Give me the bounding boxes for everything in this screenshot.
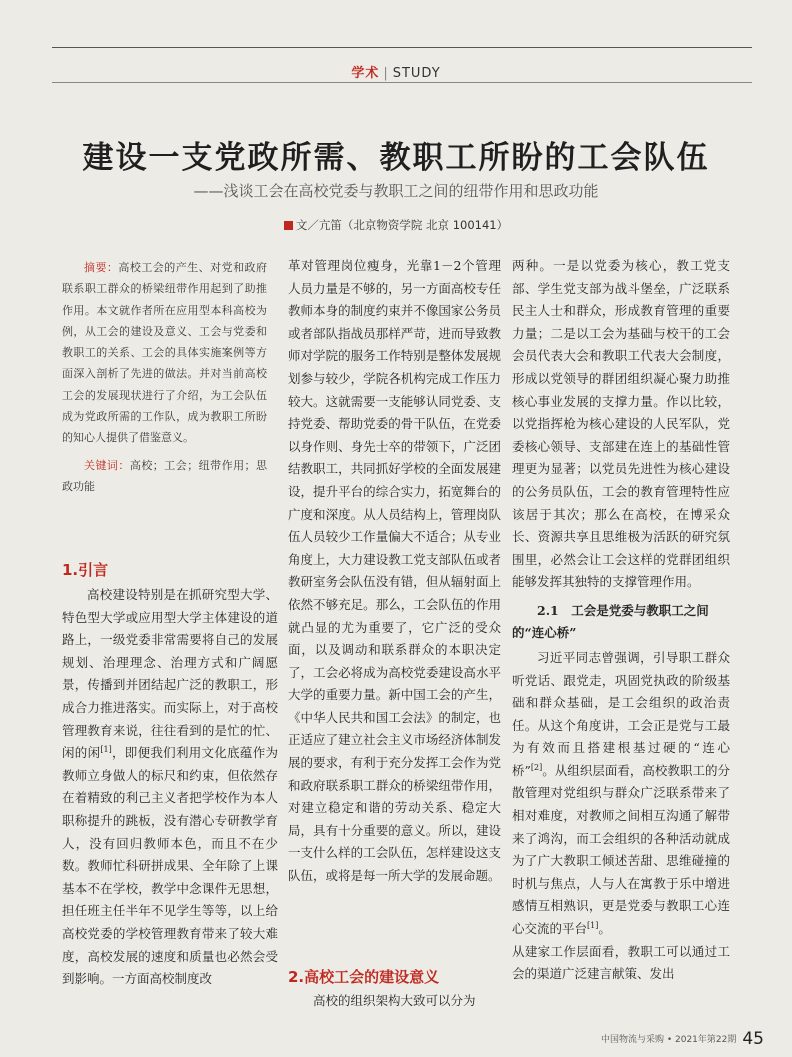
column-3: [512, 255, 730, 986]
section-1-text-a: 高校建设特别是在抓研究型大学、特色型大学或应用型大学主体建设的道路上，一级党委非常需要将自己的发展规划、治理理念、治理方式和广阔愿景，传播到并团结起广泛的教职工，形成合力推进落实。而实际上，对于高校管理教育来说，往往看到的是忙的忙、闲的闲: [62, 587, 278, 761]
keywords-paragraph: [62, 455, 267, 498]
keywords-text: 高校；工会；纽带作用；思政功能: [62, 458, 268, 493]
byline-text: 文／亢笛（北京物资学院 北京 100141）: [295, 218, 509, 232]
byline-marker-icon: [284, 221, 293, 230]
abstract-text: 高校工会的产生、对党和政府联系职工群众的桥梁纽带作用起到了助推作用。本文就作者所在应用型本科高校为例，从工会的建设及意义、工会与党委和教职工的关系、工会的具体实施案例等方面深入剖析了先进的做法。并对当前高校工会的发展现状进行了介绍，为工会队伍成为党政所需的工作队，成为教职工所盼的知心人提供了借鉴意义。: [62, 261, 268, 445]
section-tag: [0, 62, 792, 81]
reference-1: [1]: [100, 745, 112, 754]
section-2-body: [288, 990, 501, 1013]
page-number: 45: [742, 1029, 764, 1049]
section-2-heading: 2.高校工会的建设意义: [288, 968, 440, 986]
section-1-body: [62, 584, 278, 991]
section-1-paragraph-1: [62, 584, 278, 991]
abstract-label: 摘要：: [84, 261, 119, 274]
journal-issue: 中国物流与采购 • 2021年第22期: [600, 1035, 737, 1045]
reference-3: [1]: [587, 920, 599, 930]
section-tag-separator: |: [383, 66, 389, 81]
section-2-1-body: [512, 647, 730, 986]
section-2-1-paragraph-2: 从建家工作层面看，教职工可以通过工会的渠道广泛建言献策、发出: [512, 943, 730, 982]
header-rule-bottom: [52, 82, 752, 83]
abstract: [62, 257, 267, 497]
section-2-1-text-a: 习近平同志曾强调，引导职工群众听党话、跟党走，巩固党执政的阶级基础和群众基础，是工会组织的政治责任。从这个角度讲，工会正是党与工最为有效而且搭建根基过硬的“连心桥”: [512, 649, 730, 778]
section-2-1-text-c: 。: [598, 921, 611, 937]
column-1-body: [62, 559, 278, 991]
section-2-paragraph-1: 高校的组织架构大致可以分为: [313, 993, 476, 1008]
section-2-1-heading: 2.1 工会是党委与教职工之间的“连心桥”: [512, 602, 709, 640]
article-subtitle: ——浅谈工会在高校党委与教职工之间的纽带作用和思政功能: [193, 182, 599, 200]
reference-2: [2]: [530, 762, 543, 772]
section-2-paragraph-1-continued: 两种。一是以党委为核心，教工党支部、学生党支部为战斗堡垒，广泛联系民主人士和群众，形成教育管理的重要力量；二是以工会为基础与校干的工会会员代表大会和教职工代表大会制度，形成以党领导的群团组织凝心聚力助推核心事业发展的支撑力量。作以比较，以党指挥枪为核心建设的人民军队，党委核心领导、支部建在连上的基础性管理更为显著；以党员先进性为核心建设的公务员队伍，工会的教育管理特性应该居于其次；那么在高校，在博采众长、资源共享且思维极为活跃的研究氛围里，必然会让工会这样的党群团组织能够发挥其独特的支撑管理作用。: [512, 258, 730, 590]
section-1-heading: 1.引言: [62, 561, 109, 579]
header-rule-top: [52, 47, 752, 48]
abstract-paragraph: [62, 257, 267, 449]
section-tag-en: STUDY: [392, 66, 441, 81]
section-tag-cn: 学术: [351, 66, 380, 81]
section-2-body-continued: [512, 255, 730, 594]
section-1-text-b: ，即便我们利用文化底蕴作为教师立身做人的标尺和约束，但依然存在着精致的利己主义者把学校作为本人职称提升的跳板，没有潜心专研教学育人，没有回归教师本色，而且不在少数。教师忙科研拼成果、全年除了上课基本不在学校，教学中念课件无思想，担任班主任半年不见学生等等，以上给高校党委的学校管理教育带来了较大难度，高校发展的速度和质量也必然会受到影响。一方面高校制度改: [62, 745, 278, 987]
byline: [0, 217, 792, 233]
column-2-bottom: [288, 966, 501, 1013]
section-1-paragraph-1-continued: 革对管理岗位瘦身，光靠1－2个管理人员力量是不够的，另一方面高校专任教师本身的制度约束并不像国家公务员或者部队指战员那样严苛，进而导致教师对学院的服务工作特别是整体发展规划参与较少，学院各机构完成工作压力较大。这就需要一支能够认同党委、支持党委、帮助党委的骨干队伍，在党委以身作则、身先士卒的带领下，广泛团结教职工，共同抓好学校的全面发展建设，提升平台的综合实力，拓宽舞台的广度和深度。从人员结构上，管理岗队伍人员较少工作量偏大不适合；从专业角度上，大力建设教工党支部队伍或者教研室务会队伍没有错，但从辐射面上依然不够充足。那么，工会队伍的作用就凸显的尤为重要了，它广泛的受众面，以及调动和联系群众的本职决定了，工会必将成为高校党委建设高水平大学的重要力量。新中国工会的产生，《中华人民共和国工会法》的制定，也正适应了建立社会主义市场经济体制发展的要求，有利于充分发挥工会作为党和政府联系职工群众的桥梁纽带作用，对建立稳定和谐的劳动关系、稳定大局，具有十分重要的意义。所以，建设一支什么样的工会队伍，怎样建设这支队伍，或将是每一所大学的发展命题。: [288, 258, 501, 884]
page-footer: [601, 1029, 764, 1049]
column-1: [62, 257, 267, 497]
column-2: [288, 255, 501, 888]
section-1-body-continued: [288, 255, 501, 888]
section-2-1-text-b: 。从组织层面看，高校教职工的分散管理对党组织与群众广泛联系带来了相对难度，对教师之间相互沟通了解带来了鸿沟，而工会组织的各种活动就成为了广大教职工倾述苦甜、思维碰撞的时机与焦点，人与人在寓教于乐中增进感情互相熟识，更是党委与教职工心连心交流的平台: [512, 762, 730, 937]
keywords-label: 关键词：: [84, 458, 130, 472]
section-2-1-paragraph-1: [512, 647, 730, 941]
article-title: 建设一支党政所需、教职工所盼的工会队伍: [82, 140, 710, 176]
